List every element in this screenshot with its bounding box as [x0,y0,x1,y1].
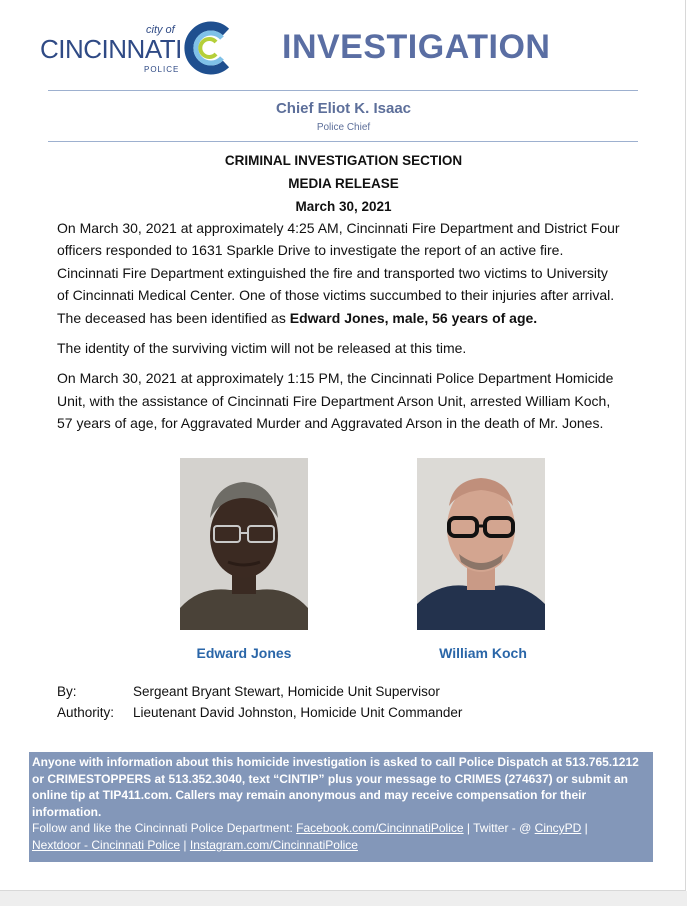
p1-line-1: On March 30, 2021 at approximately 4:25 AM, Cincinnati Fire Department and District Four [57,220,620,236]
authority-value: Lieutenant David Johnston, Homicide Unit Commander [133,705,463,720]
paragraph-incident [57,217,657,329]
authority-label: Authority: [57,705,115,720]
social-links-line [32,820,650,837]
logo-police-text: POLICE [144,65,180,74]
by-value: Sergeant Bryant Stewart, Homicide Unit Supervisor [133,684,440,699]
chief-name: Chief Eliot K. Isaac [275,100,412,117]
social-links-line-2 [32,837,650,854]
paragraph-surviving-victim [57,337,657,359]
portrait-edward-jones-image [180,458,308,630]
instagram-link[interactable]: Instagram.com/CincinnatiPolice [189,837,358,852]
p1-line-2: officers responded to 1631 Sparkle Drive to investigate the report of an active fire. [57,242,564,259]
header-title: INVESTIGATION [282,28,551,66]
media-release-heading: MEDIA RELEASE [288,176,399,191]
byline-authority [57,705,462,720]
facebook-link[interactable]: Facebook.com/CincinnatiPolice [296,821,464,836]
caption-william-koch: William Koch [439,645,527,661]
separator-instagram: | [180,837,190,852]
p3-line-1: On March 30, 2021 at approximately 1:15 PM, the Cincinnati Police Department Homicide [57,370,614,387]
deceased-identity: Edward Jones, male, 56 years of age. [289,309,538,326]
logo-name-text: CINCINNATI [40,34,182,64]
p1-line-5-prefix: The deceased has been identified as [57,309,290,326]
separator-nextdoor: | [581,821,588,836]
twitter-link[interactable]: CincyPD [534,821,582,836]
tip-line-4: information. [32,804,102,819]
photo-william-koch [417,458,545,630]
portrait-william-koch-image [417,458,545,630]
chief-title: Police Chief [316,122,371,133]
section-heading: CRIMINAL INVESTIGATION SECTION [224,153,463,168]
header-rule-top [48,90,638,91]
tip-info-box [29,752,653,862]
byline-by [57,684,440,699]
tip-line-3: online tip at TIP411.com. Callers may remain anonymous and may receive compensation for their [32,788,587,803]
p3-line-3: 57 years of age, for Aggravated Murder and Aggravated Arson in the death of Mr. Jones. [57,415,604,432]
p1-line-4: of Cincinnati Medical Center. One of those victims succumbed to their injuries after arrival. [57,287,615,304]
photo-edward-jones [180,458,308,630]
by-label: By: [57,684,77,699]
release-date: March 30, 2021 [295,199,392,214]
caption-edward-jones: Edward Jones [196,645,292,661]
tip-line-1: Anyone with information about this homicide investigation is asked to call Police Dispatch at 513.765.1212 [32,755,639,769]
follow-prefix: Follow and like the Cincinnati Police Department: [32,821,297,836]
paragraph-arrest [57,367,657,434]
cincinnati-police-logo [40,20,240,80]
header-rule-bottom [48,141,638,142]
p3-line-2: Unit, with the assistance of Cincinnati Fire Department Arson Unit, arrested William Koch, [57,392,611,409]
separator-twitter: | Twitter - @ [463,821,535,836]
p2-text: The identity of the surviving victim will not be released at this time. [57,340,467,357]
logo-city-text: city of [146,24,175,36]
nextdoor-link[interactable]: Nextdoor - Cincinnati Police [32,837,181,852]
release-body [57,217,657,443]
bottom-strip [0,891,687,906]
logo-c-mark-icon [180,20,240,76]
tip-line-2: or CRIMESTOPPERS at 513.352.3040, text “CINTIP” plus your message to CRIMES (274637) or submit an [32,771,628,786]
p1-line-3: Cincinnati Fire Department extinguished the fire and transported two victims to University [57,264,608,281]
